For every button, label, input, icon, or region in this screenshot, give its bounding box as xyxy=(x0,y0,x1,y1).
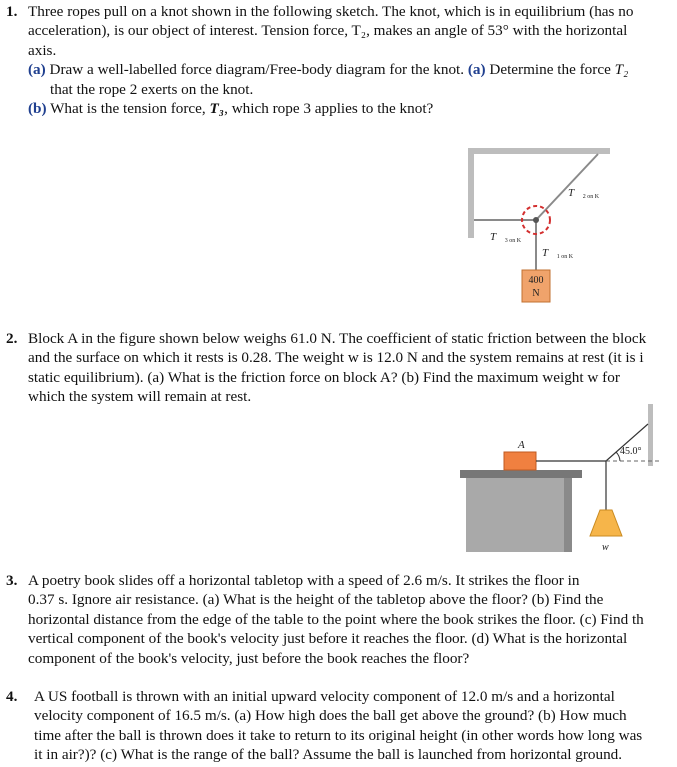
part-text: Determine the force xyxy=(485,61,615,79)
t3-label: T⃗3 on K xyxy=(490,231,522,244)
question-text-line: acceleration), is our object of interest. Tension force, T₂, makes an angle of 53° with the horizontal xyxy=(28,22,628,40)
part-label: (a) xyxy=(467,61,486,79)
question-text-line: time after the ball is thrown does it take to return to its original height (in other words how long was xyxy=(34,726,643,744)
block-figure xyxy=(460,404,670,554)
t2-label: T⃗2 on K xyxy=(568,187,600,200)
angle-label: 45.0° xyxy=(620,446,642,457)
question-1 xyxy=(6,2,674,122)
hanging-weight xyxy=(590,510,622,536)
question-text-line: Block A in the figure shown below weighs 61.0 N. The coefficient of static friction between the block xyxy=(28,330,647,347)
ceiling xyxy=(470,148,610,154)
question-text-line: it in air?)? (c) What is the range of the ball? Assume the ball is launched from horizontal ground. xyxy=(34,746,623,764)
question-3 xyxy=(6,571,674,671)
part-label: (b) xyxy=(28,100,47,118)
part-a-continued: that the rope 2 exerts on the knot. xyxy=(50,80,254,98)
question-text-line: A poetry book slides off a horizontal tabletop with a speed of 2.6 m/s. It strikes the floor in xyxy=(28,572,580,589)
knot xyxy=(533,217,539,223)
weight-label: w xyxy=(602,542,609,553)
part-a xyxy=(28,60,633,79)
question-text-line: component of the book's velocity, just before the book reaches the floor? xyxy=(28,649,470,667)
t1-label: T⃗1 on K xyxy=(542,247,574,260)
question-text-line: A US football is thrown with an initial upward velocity component of 12.0 m/s and a horizontal xyxy=(34,688,615,705)
question-text-line: axis. xyxy=(28,41,57,59)
part-b xyxy=(28,99,633,118)
question-number: 2. xyxy=(6,330,18,347)
question-2 xyxy=(6,329,674,409)
part-text: What is the tension force, xyxy=(46,100,210,118)
part-label: (a) xyxy=(28,61,46,79)
rope-2 xyxy=(536,154,598,220)
variable: T₂ xyxy=(614,61,629,79)
question-text-line: and the surface on which it rests is 0.28. The weight w is 12.0 N and the system remains at rest (it is i xyxy=(28,349,644,367)
part-text: Draw a well-labelled force diagram/Free-body diagram for the knot. xyxy=(45,61,468,79)
question-text-line: horizontal distance from the edge of the table to the point where the book strikes the floor. (c) Find th xyxy=(28,610,644,628)
question-text-line: vertical component of the book's velocity just before it reaches the floor. (d) What is the horizontal xyxy=(28,630,628,648)
knot-figure xyxy=(460,140,660,310)
table-body xyxy=(466,478,570,552)
question-number: 4. xyxy=(6,688,18,705)
weight-value: 400 xyxy=(528,275,544,286)
question-text-line: velocity component of 16.5 m/s. (a) How high does the ball get above the ground? (b) How much xyxy=(34,707,627,725)
table-top xyxy=(460,470,582,478)
question-text-line: 0.37 s. Ignore air resistance. (a) What is the height of the tabletop above the floor? (b) Find the xyxy=(28,591,604,609)
question-text-line: Three ropes pull on a knot shown in the following sketch. The knot, which is in equilibrium (has no xyxy=(28,3,634,20)
block-a xyxy=(504,452,536,470)
question-text-line: which the system will remain at rest. xyxy=(28,388,252,406)
question-4 xyxy=(6,687,676,767)
question-number: 1. xyxy=(6,3,18,20)
weight-unit: N xyxy=(532,288,540,299)
pole xyxy=(648,404,653,466)
variable: T₃ xyxy=(209,100,225,118)
block-label: A xyxy=(518,439,525,451)
table-leg xyxy=(564,478,572,552)
part-text: , which rope 3 applies to the knot? xyxy=(224,100,434,118)
question-number: 3. xyxy=(6,572,18,589)
question-text-line: static equilibrium). (a) What is the friction force on block A? (b) Find the maximum weight w for xyxy=(28,368,620,386)
wall xyxy=(468,148,474,238)
